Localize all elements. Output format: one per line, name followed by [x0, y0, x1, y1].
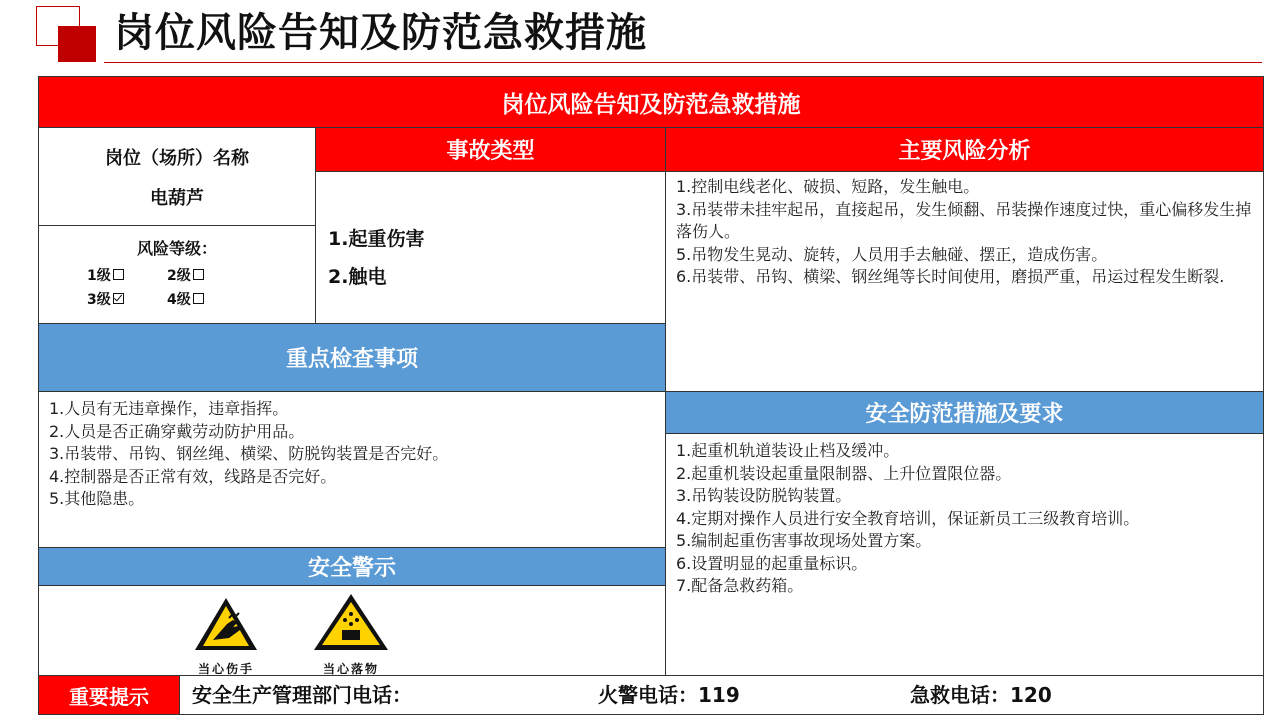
risk-analysis-cell — [665, 171, 1263, 391]
list-item: 1.人员有无违章操作，违章指挥。 — [49, 399, 289, 418]
measures-list — [676, 440, 1263, 598]
accident-type-header: 事故类型 — [315, 127, 665, 171]
card-header: 岗位风险告知及防范急救措施 — [39, 77, 1263, 127]
risk-notice-card — [38, 76, 1264, 715]
risk-level-option-1[interactable]: 1级 — [87, 265, 167, 285]
decorative-filled-square — [58, 26, 96, 62]
footer-contacts — [179, 675, 1263, 714]
title-divider — [104, 62, 1262, 63]
checkbox-icon[interactable] — [113, 269, 124, 280]
list-item: 1.控制电线老化、破损、短路，发生触电。 — [676, 177, 980, 196]
position-label: 岗位（场所）名称 — [105, 147, 249, 169]
list-item: 7.配备急救药箱。 — [676, 576, 804, 595]
measures-cell — [665, 433, 1263, 675]
risk-level-cell — [39, 225, 315, 323]
list-item: 6.吊装带、吊钩、横梁、钢丝绳等长时间使用，磨损严重，吊运过程发生断裂. — [676, 267, 1225, 286]
accident-type-item: 1.起重伤害 — [328, 228, 425, 250]
list-item: 2.起重机装设起重量限制器、上升位置限位器。 — [676, 463, 1012, 483]
safety-dept-phone: 安全生产管理部门电话： — [192, 683, 412, 707]
list-item: 2.人员是否正确穿戴劳动防护用品。 — [49, 421, 305, 441]
list-item: 5.其他隐患。 — [49, 489, 145, 508]
list-item: 1.起重机轨道装设止档及缓冲。 — [676, 441, 900, 460]
inspection-header: 重点检查事项 — [39, 323, 665, 391]
list-item: 4.控制器是否正常有效，线路是否完好。 — [49, 466, 337, 486]
warning-sign — [306, 592, 396, 677]
risk-level-option-2[interactable]: 2级 — [167, 265, 247, 285]
list-item: 3.吊装带未挂牢起吊，直接起吊，发生倾翻、吊装操作速度过快，重心偏移发生掉落伤人。 — [676, 199, 1252, 241]
warning-signs-cell — [39, 585, 665, 675]
list-item: 5.吊物发生晃动、旋转，人员用手去触碰、摆正，造成伤害。 — [676, 244, 1108, 264]
warning-sign-label: 当心落物 — [322, 662, 379, 676]
hand-injury-warning-icon — [193, 596, 259, 652]
important-notice-tag: 重要提示 — [39, 675, 179, 714]
list-item: 3.吊装带、吊钩、钢丝绳、横梁、防脱钩装置是否完好。 — [49, 444, 449, 463]
list-item: 3.吊钩装设防脱钩装置。 — [676, 486, 852, 505]
checkbox-checked-icon[interactable] — [113, 293, 124, 304]
checkbox-icon[interactable] — [193, 269, 204, 280]
position-value: 电葫芦 — [150, 187, 204, 209]
list-item: 6.设置明显的起重量标识。 — [676, 553, 868, 573]
falling-objects-warning-icon — [312, 592, 390, 652]
position-cell — [39, 127, 315, 225]
inspection-cell — [39, 391, 665, 547]
risk-level-option-4[interactable]: 4级 — [167, 289, 247, 309]
warning-sign — [181, 596, 271, 677]
measures-header: 安全防范措施及要求 — [665, 391, 1263, 433]
emergency-phone: 急救电话：120 — [910, 683, 1052, 707]
risk-analysis-list — [676, 176, 1255, 289]
warning-header: 安全警示 — [39, 547, 665, 585]
list-item: 4.定期对操作人员进行安全教育培训，保证新员工三级教育培训。 — [676, 508, 1140, 528]
risk-level-label: 风险等级： — [136, 239, 217, 258]
accident-type-cell — [315, 171, 665, 323]
list-item: 5.编制起重伤害事故现场处置方案。 — [676, 531, 932, 550]
fire-phone: 火警电话：119 — [598, 683, 740, 707]
risk-level-options — [87, 265, 315, 309]
slide-title: 岗位风险告知及防范急救措施 — [114, 10, 647, 56]
risk-analysis-header: 主要风险分析 — [665, 127, 1263, 171]
inspection-list — [49, 398, 665, 511]
checkbox-icon[interactable] — [193, 293, 204, 304]
risk-level-option-3[interactable]: 3级 — [87, 289, 167, 309]
warning-sign-label: 当心伤手 — [197, 662, 254, 676]
accident-type-item: 2.触电 — [328, 266, 387, 288]
